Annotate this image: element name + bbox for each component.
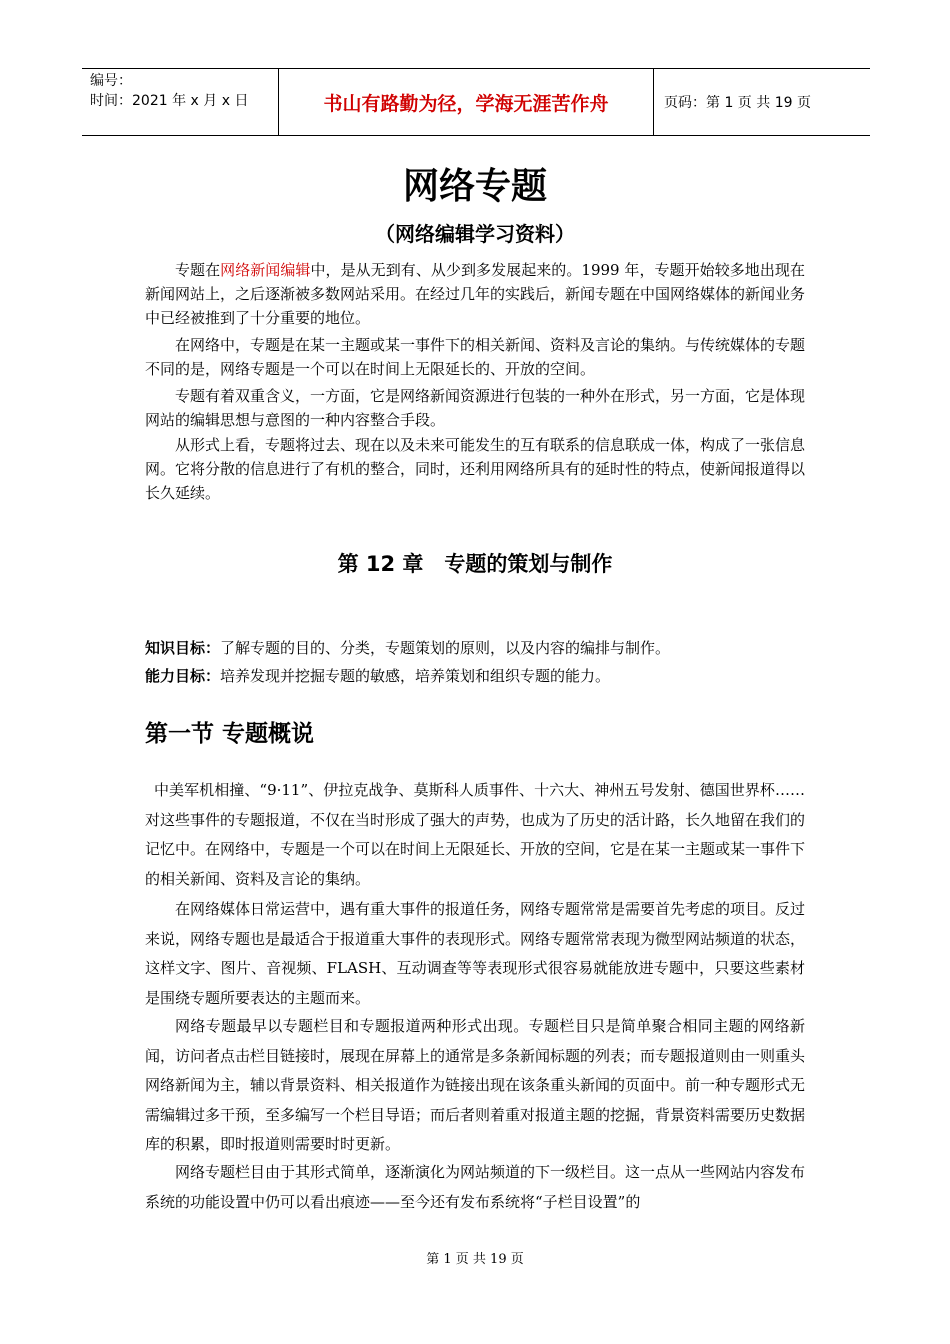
intro-paragraph-2: 在网络中，专题是在某一主题或某一事件下的相关新闻、资料及言论的集纳。与传统媒体的专题不同的是，网络专题是一个可以在时间上无限延长的、开放的空间。 xyxy=(145,336,806,378)
body-paragraph-4: 网络专题栏目由于其形式简单，逐渐演化为网站频道的下一级栏目。这一点从一些网站内容发布系统的功能设置中仍可以看出痕迹——至今还有发布系统将“子栏目设置”的 xyxy=(145,1163,806,1211)
header-meta xyxy=(82,69,279,135)
document-subtitle: （网络编辑学习资料） xyxy=(375,222,575,246)
ability-goal xyxy=(145,664,805,688)
intro-link-network-news-editing[interactable]: 网络新闻编辑 xyxy=(220,261,311,279)
document-header xyxy=(82,68,870,136)
body-paragraph-1: 中美军机相撞、“9·11”、伊拉克战争、莫斯科人质事件、十六大、神州五号发射、德国世界杯……对这些事件的专题报道，不仅在当时形成了强大的声势，也成为了历史的活计路，长久地留在我们的记忆中。在网络中，专题是一个可以在时间上无限延长、开放的空间，它是在某一主题或某一事件下的相关新闻、资料及言论的集纳。 xyxy=(145,781,806,888)
number-label: 编号： xyxy=(90,73,132,89)
knowledge-goal-text: 了解专题的目的、分类，专题策划的原则，以及内容的编排与制作。 xyxy=(220,639,671,657)
header-page-info: 页码：第 1 页 共 19 页 xyxy=(664,95,811,111)
page-footer: 第 1 页 共 19 页 xyxy=(426,1252,524,1267)
ability-goal-label: 能力目标： xyxy=(145,667,221,685)
date-label: 时间：2021 年 x 月 x 日 xyxy=(90,93,249,109)
body-paragraph-3: 网络专题最早以专题栏目和专题报道两种形式出现。专题栏目只是简单聚合相同主题的网络新闻，访问者点击栏目链接时，展现在屏幕上的通常是多条新闻标题的列表；而专题报道则由一则重头网络新闻为主，辅以背景资料、相关报道作为链接出现在该条重头新闻的页面中。前一种专题形式无需编辑过多干预，至多编写一个栏目导语；而后者则着重对报道主题的挖掘，背景资料需要历史数据库的积累，即时报道则需要时时更新。 xyxy=(145,1017,806,1153)
section-title: 第一节 专题概说 xyxy=(145,721,315,747)
knowledge-goal xyxy=(145,636,805,660)
intro-paragraph-3: 专题有着双重含义，一方面，它是网络新闻资源进行包装的一种外在形式，另一方面，它是体现网站的编辑思想与意图的一种内容整合手段。 xyxy=(145,387,806,429)
intro-paragraph-1 xyxy=(145,258,805,330)
intro-p1-text-a: 专题在 xyxy=(175,261,221,279)
intro-paragraph-4: 从形式上看，专题将过去、现在以及未来可能发生的互有联系的信息联成一体，构成了一张信息网。它将分散的信息进行了有机的整合，同时，还利用网络所具有的延时性的特点，使新闻报道得以长久延续。 xyxy=(145,436,806,502)
knowledge-goal-label: 知识目标： xyxy=(145,639,221,657)
header-motto: 书山有路勤为径，学海无涯苦作舟 xyxy=(279,69,654,135)
chapter-title: 第 12 章 专题的策划与制作 xyxy=(337,552,613,576)
intro-p1-text-b: 中，是从无到有、从少到多发展起来的。1999 年，专题开始较多地出现在新闻网站上，之后逐渐被多数网站采用。在经过几年的实践后，新闻专题在中国网络媒体的新闻业务中已经被推到了十分重要的地位。 xyxy=(145,261,806,327)
body-paragraph-2: 在网络媒体日常运营中，遇有重大事件的报道任务，网络专题常常是需要首先考虑的项目。反过来说，网络专题也是最适合于报道重大事件的表现形式。网络专题常常表现为微型网站频道的状态，这样文字、图片、音视频、FLASH、互动调查等等表现形式很容易就能放进专题中，只要这些素材是围绕专题所要表达的主题而来。 xyxy=(145,900,806,1007)
ability-goal-text: 培养发现并挖掘专题的敏感，培养策划和组织专题的能力。 xyxy=(220,667,611,685)
document-title: 网络专题 xyxy=(402,166,547,207)
